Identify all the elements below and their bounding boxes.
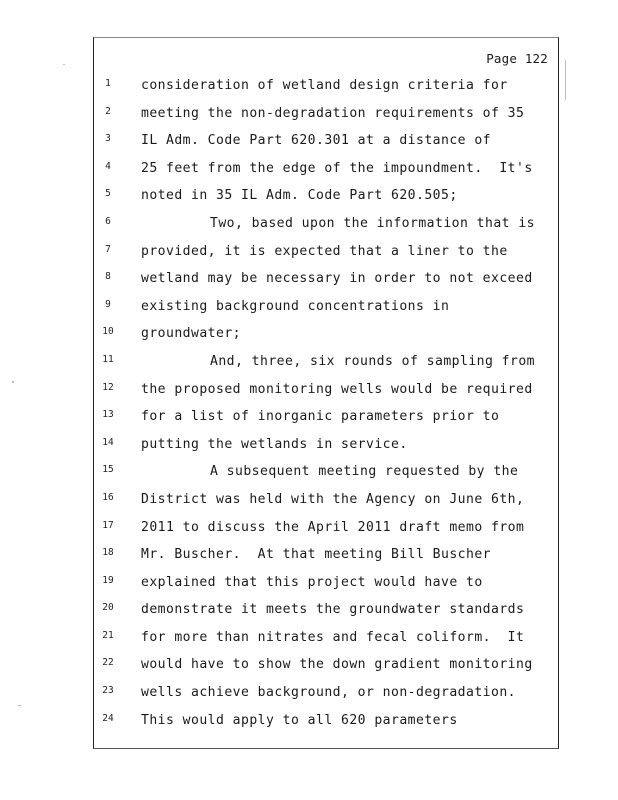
transcript-line: [94, 133, 558, 161]
transcript-line: [94, 354, 558, 382]
line-text: putting the wetlands in service.: [141, 436, 408, 452]
line-text: would have to show the down gradient monitoring: [141, 657, 533, 673]
transcript-line: [94, 216, 558, 244]
line-text: 25 feet from the edge of the impoundment. It's: [141, 160, 533, 176]
transcript-line: [94, 244, 558, 272]
line-number: 14: [102, 436, 114, 448]
line-number: 9: [105, 298, 111, 310]
line-number: 2: [105, 105, 111, 117]
scan-speck: [63, 64, 65, 65]
transcript-line: [94, 382, 558, 410]
transcript-line: [94, 547, 558, 575]
line-text: the proposed monitoring wells would be required: [141, 381, 533, 397]
line-text: And, three, six rounds of sampling from: [210, 353, 535, 369]
line-number: 17: [102, 519, 114, 531]
transcript-line: [94, 685, 558, 713]
transcript-line: [94, 602, 558, 630]
line-text: wetland may be necessary in order to not exceed: [141, 271, 533, 287]
transcript-line: [94, 188, 558, 216]
line-number: 20: [102, 602, 114, 614]
line-number: 7: [105, 243, 111, 255]
line-number: 10: [102, 326, 114, 338]
transcript-line: [94, 409, 558, 437]
transcript-line: [94, 437, 558, 465]
transcript-line: [94, 299, 558, 327]
transcript-line: [94, 106, 558, 134]
transcript-line: [94, 657, 558, 685]
transcript-line: [94, 575, 558, 603]
line-text: District was held with the Agency on June 6th,: [141, 491, 525, 507]
transcript-page-frame: [93, 37, 559, 749]
line-text: A subsequent meeting requested by the: [210, 464, 519, 480]
line-number: 16: [102, 491, 114, 503]
line-number: 19: [102, 574, 114, 586]
scan-speck: [18, 705, 21, 706]
scan-speck: [565, 60, 566, 100]
transcript-line: [94, 630, 558, 658]
transcript-line: [94, 161, 558, 189]
line-number: 18: [102, 547, 114, 559]
transcript-line: [94, 492, 558, 520]
line-text: provided, it is expected that a liner to the: [141, 243, 508, 259]
line-text: This would apply to all 620 parameters: [141, 712, 458, 728]
line-number: 24: [102, 712, 114, 724]
transcript-line: [94, 464, 558, 492]
transcript-line: [94, 713, 558, 741]
line-number: 21: [102, 629, 114, 641]
line-number: 8: [105, 271, 111, 283]
line-text: existing background concentrations in: [141, 298, 450, 314]
line-number: 12: [102, 381, 114, 393]
line-number: 11: [102, 353, 114, 365]
line-text: wells achieve background, or non-degradation.: [141, 685, 516, 701]
line-text: meeting the non-degradation requirements of 35: [141, 105, 525, 121]
line-text: groundwater;: [141, 326, 241, 342]
line-number: 15: [102, 464, 114, 476]
line-text: IL Adm. Code Part 620.301 at a distance of: [141, 133, 491, 149]
page-number: Page 122: [486, 51, 548, 66]
line-number: 6: [105, 215, 111, 227]
transcript-line: [94, 78, 558, 106]
line-number: 1: [105, 78, 111, 89]
line-number: 3: [105, 133, 111, 145]
line-number: 22: [102, 657, 114, 669]
line-number: 23: [102, 685, 114, 697]
line-text: noted in 35 IL Adm. Code Part 620.505;: [141, 188, 458, 204]
line-text: 2011 to discuss the April 2011 draft memo from: [141, 519, 525, 535]
transcript-line: [94, 271, 558, 299]
transcript-line: [94, 520, 558, 548]
line-text: for more than nitrates and fecal coliform. It: [141, 629, 525, 645]
line-text: explained that this project would have to: [141, 574, 483, 590]
line-text: demonstrate it meets the groundwater standards: [141, 602, 525, 618]
line-text: for a list of inorganic parameters prior to: [141, 409, 500, 425]
line-number: 5: [105, 188, 111, 200]
transcript-lines: [94, 78, 558, 740]
line-number: 13: [102, 409, 114, 421]
line-text: consideration of wetland design criteria for: [141, 78, 508, 93]
line-number: 4: [105, 160, 111, 172]
transcript-line: [94, 326, 558, 354]
scan-speck: [12, 381, 14, 383]
line-text: Two, based upon the information that is: [210, 215, 535, 231]
line-text: Mr. Buscher. At that meeting Bill Buscher: [141, 547, 491, 563]
